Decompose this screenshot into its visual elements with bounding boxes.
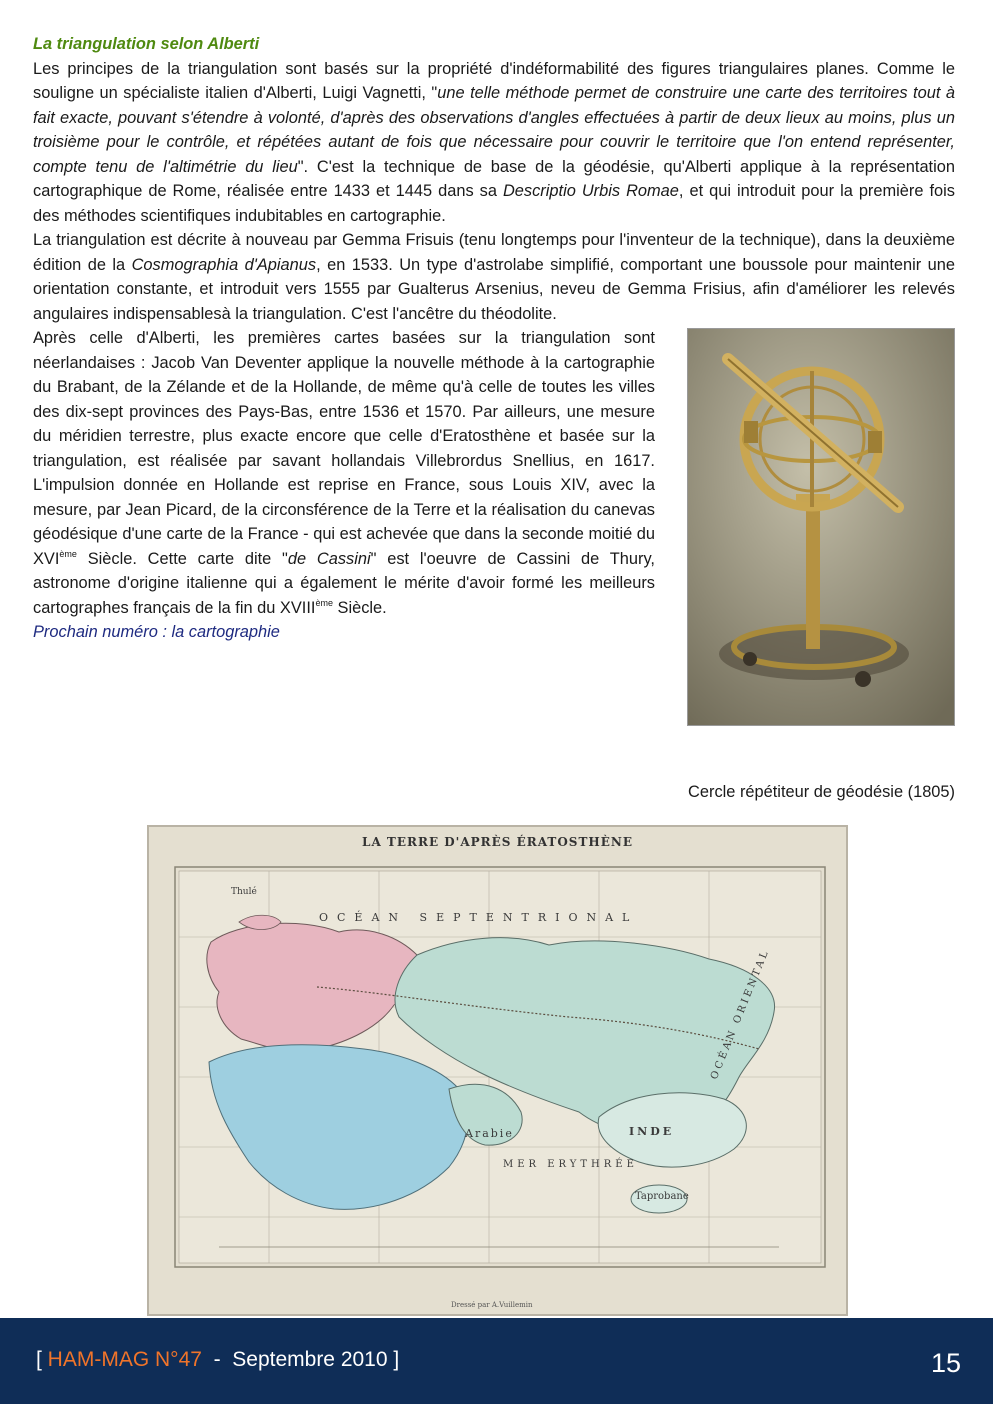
issue-date: Septembre 2010	[232, 1348, 388, 1371]
quote-vagnetti: une telle méthode permet de construire une carte des territoires tout à fait exacte, pouvant s'étendre à volonté, d'après des observations d'angles effectuées à partir de deux lieux au moins, plus un troisième pour le contrôle, et répétées autant de fois que nécessaire pour couvrir le territoire que l'on entend représenter, compte tenu de l'altimétrie du lieu	[33, 84, 955, 176]
photo-container	[687, 328, 955, 726]
map-label-north-ocean: OCÉAN SEPTENTRIONAL	[319, 911, 639, 924]
article	[33, 32, 955, 732]
text-span: Après celle d'Alberti, les premières cartes basées sur la triangulation sont néerlandaises : Jacob Van Deventer applique la nouvelle méthode à la cartographie du Brabant, de la Zélande et de la Hollande, de même qu'à celle de toutes les villes des dix-sept provinces des Pays-Bas, entre 1536 et 1570. Par ailleurs, une mesure du méridien terrestre, plus exacte encore que celle d'Eratosthène et basée sur la triangulation, est réalisée par savant hollandais Villebrordus Snellius, en 1617. L'impulsion donnée en Hollande est reprise en France, sous Louis XIV, avec la mesure, par Jean Picard, de la circonsférence de la Terre et la réalisation du canevas géodésique d'une carte de la France - qui est achevée que dans la seconde moitié du XVI	[33, 329, 655, 568]
map-label-taprobane: Taprobane	[635, 1191, 689, 1202]
map-label-east-ocean: OCÉAN ORIENTAL	[709, 947, 772, 1082]
eratosthenes-map	[147, 825, 848, 1316]
map-label-inde: INDE	[629, 1125, 675, 1138]
footer-issue	[36, 1348, 399, 1372]
superscript: ème	[315, 597, 333, 608]
work-title: de Cassini	[287, 549, 371, 568]
text-span: Siècle.	[332, 598, 387, 617]
map-signature: Dressé par A.Vuillemin	[451, 1301, 533, 1309]
page-footer	[0, 1318, 993, 1404]
paragraph-alberti	[33, 57, 955, 229]
map-illustration	[149, 827, 846, 1314]
text-span: Siècle. Cette carte dite "	[76, 549, 288, 568]
photo-caption: Cercle répétiteur de géodésie (1805)	[688, 783, 955, 801]
text-span: " est l'oeuvre de Cassini de Thury, astronome d'origine italienne qui a également le mérite d'avoir formé les meilleurs cartographes français de la fin du XVIII	[33, 549, 655, 617]
work-title: Cosmographia d'Apianus	[131, 255, 317, 274]
repeating-circle-photo	[687, 328, 955, 726]
map-label-red-sea: MER ERYTHRÉE	[503, 1159, 638, 1170]
page-number: 15	[930, 1348, 961, 1378]
magazine-name: HAM-MAG N°47	[47, 1348, 202, 1371]
work-title: Descriptio Urbis Romae	[502, 182, 679, 200]
bracket: ]	[387, 1348, 400, 1371]
map-label-arabie: Arabie	[465, 1127, 514, 1140]
text-span: , et qui introduit pour la première fois des méthodes scientifiques indubitables en cartographie.	[33, 182, 955, 225]
text-span: ". C'est la technique de base de la géodésie, qu'Alberti applique à la représentation cartographique de Rome, réalisée entre 1433 et 1445 dans sa	[33, 157, 955, 200]
paragraph-frisius	[33, 228, 955, 326]
next-issue-note: Prochain numéro : la cartographie	[33, 623, 280, 641]
section-heading: La triangulation selon Alberti	[33, 35, 260, 53]
text-span: , en 1533. Un type d'astrolabe simplifié, comportant une boussole pour maintenir une orientation constante, et introduit vers 1555 par Gualterus Arsenius, neveu de Gemma Frisius, afin d'améliorer les relevés angulaires indispensablesà la triangulation. C'est l'ancêtre du théodolite.	[33, 255, 955, 323]
text-span: Les principes de la triangulation sont basés sur la propriété d'indéformabilité des figures triangulaires planes. Comme le souligne un spécialiste italien d'Alberti, Luigi Vagnetti, "	[33, 59, 955, 102]
separator: -	[201, 1348, 233, 1371]
map-title: LA TERRE D'APRÈS ÉRATOSTHÈNE	[362, 835, 633, 849]
wrap-block	[33, 326, 955, 645]
bracket: [	[36, 1348, 48, 1371]
map-label-thule: Thulé	[231, 887, 257, 897]
repeating-circle-illustration	[688, 329, 954, 725]
superscript: ème	[59, 548, 77, 559]
text-span: La triangulation est décrite à nouveau par Gemma Frisuis (tenu longtemps pour l'inventeur de la technique), dans la deuxième édition de la	[33, 231, 955, 274]
